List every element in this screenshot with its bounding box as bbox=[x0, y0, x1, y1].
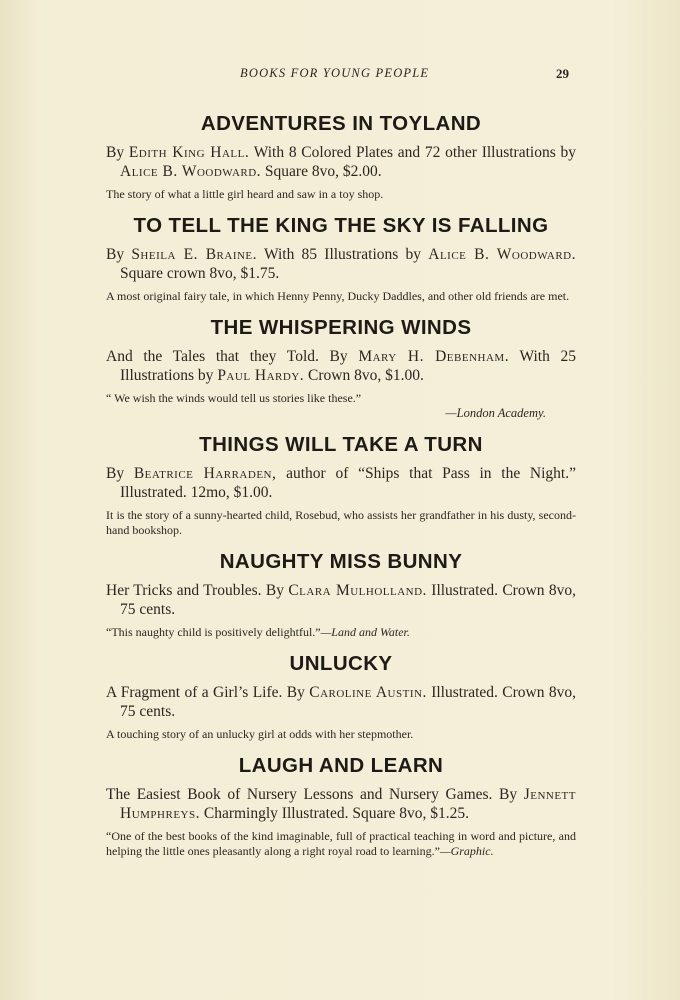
book-title: NAUGHTY MISS BUNNY bbox=[219, 550, 463, 573]
page-number: 29 bbox=[556, 66, 569, 81]
price-text: Crown 8vo, $1.00. bbox=[304, 367, 424, 384]
book-entry bbox=[106, 433, 576, 538]
illustrator-name: Alice B. Woodward. bbox=[120, 163, 262, 180]
desc-text: And the Tales that they Told. By bbox=[106, 348, 359, 365]
desc-text: By bbox=[106, 246, 132, 263]
author-name: Caroline Austin. bbox=[309, 684, 427, 701]
book-entry bbox=[106, 652, 576, 742]
quote-source: —Land and Water. bbox=[320, 625, 410, 639]
desc-text: Charmingly Illustrated. Square 8vo, $1.25. bbox=[199, 805, 470, 822]
desc-text: With 85 Illustrations by bbox=[257, 246, 429, 263]
author-name: Jennett Humphreys. bbox=[120, 786, 576, 822]
desc-text: With 8 Colored Plates and 72 other Illustrations by bbox=[249, 144, 576, 161]
desc-text: Illustrated. Crown 8vo, 75 cents. bbox=[120, 684, 576, 720]
quote-source: —London Academy. bbox=[445, 406, 546, 420]
illustrator-name: Paul Hardy. bbox=[217, 367, 305, 384]
price-text: Square 8vo, $2.00. bbox=[261, 163, 382, 180]
book-description bbox=[106, 347, 576, 385]
book-note bbox=[106, 829, 576, 859]
book-entry bbox=[106, 316, 576, 421]
author-name: Edith King Hall. bbox=[128, 144, 250, 161]
book-description bbox=[106, 683, 576, 721]
running-head bbox=[0, 66, 680, 84]
desc-text: With 25 Illustrations by bbox=[120, 348, 577, 384]
book-description bbox=[106, 785, 576, 823]
book-note: It is the story of a sunny-hearted child, Rosebud, who assists her grandfather in his dusty, second-hand bookshop. bbox=[106, 508, 576, 537]
book-title: THE WHISPERING WINDS bbox=[210, 316, 472, 339]
book-description bbox=[106, 464, 576, 502]
quote-source: —Graphic. bbox=[439, 844, 494, 858]
book-note: A touching story of an unlucky girl at odds with her stepmother. bbox=[106, 727, 414, 741]
catalog-listing bbox=[106, 112, 576, 871]
book-note bbox=[106, 625, 576, 640]
illustrator-name: Alice B. Woodward. bbox=[428, 246, 576, 263]
book-entry bbox=[106, 550, 576, 640]
book-note: A most original fairy tale, in which Henny Penny, Ducky Daddles, and other old friends are met. bbox=[106, 289, 570, 303]
price-text: Square crown 8vo, $1.75. bbox=[120, 265, 280, 282]
desc-text: Her Tricks and Troubles. By bbox=[106, 582, 289, 599]
book-note: “ We wish the winds would tell us stories like these.” bbox=[106, 391, 362, 405]
quote-text: “This naughty child is positively delightful.” bbox=[106, 625, 321, 639]
book-title: LAUGH AND LEARN bbox=[238, 754, 444, 777]
desc-text: By bbox=[106, 144, 129, 161]
book-entry bbox=[106, 754, 576, 859]
book-description bbox=[106, 143, 576, 181]
author-name: Mary H. Debenham. bbox=[358, 348, 510, 365]
running-title: BOOKS FOR YOUNG PEOPLE bbox=[240, 66, 430, 80]
book-title: TO TELL THE KING THE SKY IS FALLING bbox=[133, 214, 549, 237]
book-description bbox=[106, 581, 576, 619]
book-title: THINGS WILL TAKE A TURN bbox=[199, 433, 483, 456]
desc-text: author of “Ships that Pass in the Night.” Illustrated. 12mo, $1.00. bbox=[120, 465, 576, 501]
desc-text: Illustrated. Crown 8vo, 75 cents. bbox=[120, 582, 576, 618]
quote-text: “One of the best books of the kind imaginable, full of practical teaching in word and picture, and helping the little ones pleasantly along a right royal road to learning.” bbox=[106, 829, 576, 858]
book-entry bbox=[106, 112, 576, 202]
book-note: The story of what a little girl heard and saw in a toy shop. bbox=[106, 187, 384, 201]
desc-text: The Easiest Book of Nursery Lessons and Nursery Games. By bbox=[106, 786, 524, 803]
desc-text: A Fragment of a Girl’s Life. By bbox=[106, 684, 310, 701]
book-description bbox=[106, 245, 576, 283]
book-title: ADVENTURES IN TOYLAND bbox=[200, 112, 482, 135]
desc-text: By bbox=[106, 465, 134, 482]
book-title: UNLUCKY bbox=[289, 652, 393, 675]
book-entry bbox=[106, 214, 576, 304]
author-name: Sheila E. Braine. bbox=[131, 246, 258, 263]
author-name: Clara Mulholland. bbox=[288, 582, 427, 599]
author-name: Beatrice Harraden, bbox=[133, 465, 277, 482]
